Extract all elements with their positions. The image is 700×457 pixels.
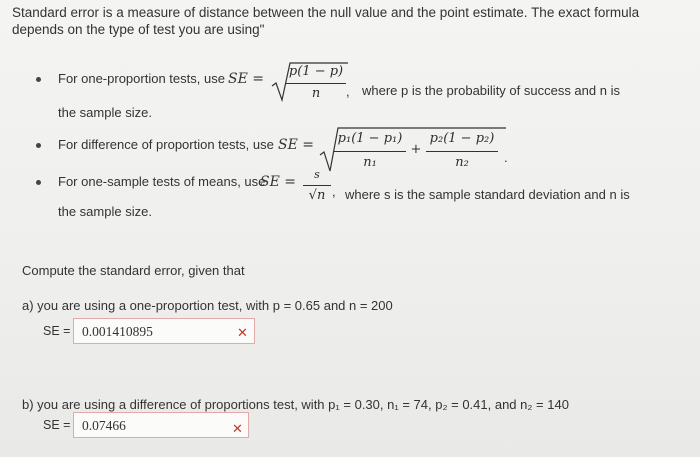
bullet-1-cont: the sample size. bbox=[58, 105, 152, 120]
part-b-answer-value: 0.07466 bbox=[82, 418, 126, 433]
bullet-3-numerator: s bbox=[314, 168, 320, 181]
bullet-2-se-eq: SE = bbox=[278, 137, 314, 153]
bullet-1-lead: For one-proportion tests, use bbox=[58, 71, 225, 86]
bullet-2-lead: For difference of proportion tests, use bbox=[58, 137, 274, 152]
bullet-3-comma: , bbox=[332, 184, 336, 199]
fraction-bar bbox=[426, 151, 498, 152]
fraction-bar bbox=[303, 185, 331, 186]
part-a-answer-value: 0.001410895 bbox=[82, 324, 153, 339]
se-label: SE = bbox=[43, 324, 71, 338]
bullet-1-comma: , bbox=[346, 84, 350, 99]
compute-prompt: Compute the standard error, given that bbox=[22, 263, 245, 278]
bullet-1-numerator: p(1 − p) bbox=[288, 64, 344, 79]
bullet-2-plus: + bbox=[410, 142, 422, 157]
bullet-2-num1: p₁(1 − p₁) bbox=[337, 131, 403, 146]
bullet-dot bbox=[36, 180, 41, 185]
fraction-bar bbox=[286, 83, 346, 84]
bullet-1-after: where p is the probability of success and n is bbox=[362, 83, 620, 98]
bullet-3-se-eq: SE = bbox=[260, 174, 296, 190]
bullet-2-den2: n₂ bbox=[455, 155, 469, 170]
bullet-2-num2: p₂(1 − p₂) bbox=[429, 131, 495, 146]
fraction-bar bbox=[334, 151, 406, 152]
intro-text: Standard error is a measure of distance between the null value and the point estimate. The exact formula depends on the type of test you are using" bbox=[12, 5, 640, 37]
close-icon: ✕ bbox=[237, 325, 248, 340]
se-label: SE = bbox=[43, 418, 71, 432]
bullet-3-cont: the sample size. bbox=[58, 204, 152, 219]
bullet-3-denominator: √n bbox=[308, 188, 326, 203]
bullet-3-lead: For one-sample tests of means, use bbox=[58, 174, 266, 189]
part-a-answer-field[interactable] bbox=[73, 318, 255, 344]
part-a-question: a) you are using a one-proportion test, with p = 0.65 and n = 200 bbox=[22, 298, 393, 313]
close-icon: ✕ bbox=[232, 421, 243, 436]
bullet-1-denominator: n bbox=[311, 86, 321, 101]
bullet-2-den1: n₁ bbox=[363, 155, 377, 170]
part-b-question: b) you are using a difference of proportions test, with p₁ = 0.30, n₁ = 74, p₂ = 0.41, and n₂ = 140 bbox=[22, 397, 569, 412]
part-b-answer-field[interactable] bbox=[73, 412, 249, 438]
bullet-1-se-eq: SE = bbox=[228, 71, 264, 87]
bullet-dot bbox=[36, 143, 41, 148]
bullet-dot bbox=[36, 77, 41, 82]
bullet-2-period: . bbox=[504, 150, 508, 165]
bullet-3-after: where s is the sample standard deviation and n is bbox=[345, 187, 630, 202]
